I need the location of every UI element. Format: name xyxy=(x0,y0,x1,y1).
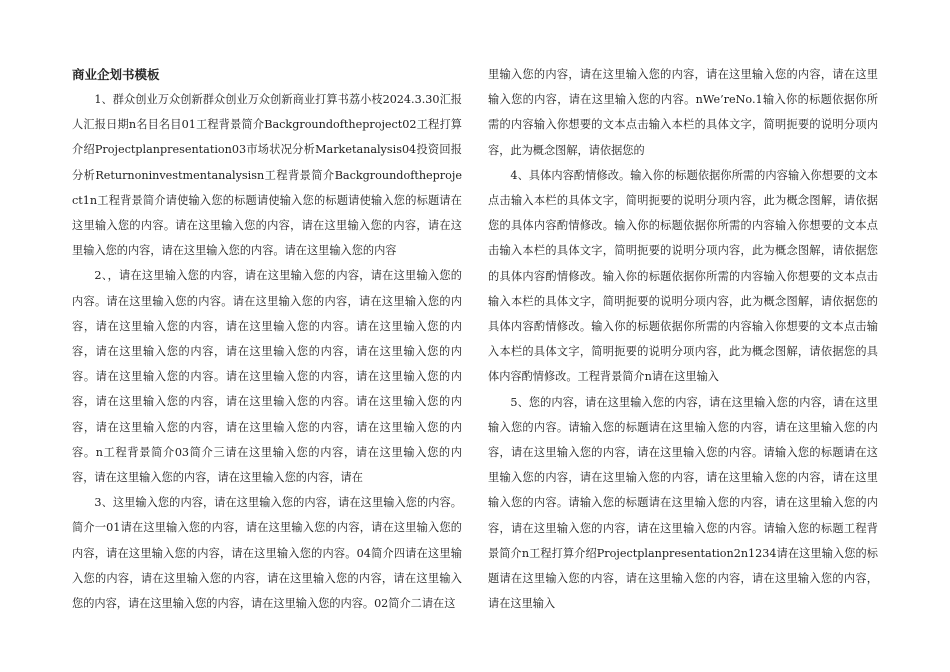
paragraph-3: 3、这里输入您的内容，请在这里输入您的内容，请在这里输入您的内容。简介一01请在这里输入您的内容，请在这里输入您的内容，请在这里输入您的内容，请在这里输入您的内容，请在这里输入您的内容。04简介四请在这里输入您的内容，请在这里输入您的内容，请在这里输入您的内容，请在这里输入您的内容，请在这里输入您的内容，请在这里输入您的内容。02简介二请在这 xyxy=(72,496,462,611)
left-column xyxy=(72,62,462,616)
paragraph-2: 2、，请在这里输入您的内容，请在这里输入您的内容，请在这里输入您的内容。请在这里输入您的内容。请在这里输入您的内容，请在这里输入您的内容，请在这里输入您的内容，请在这里输入您的内容。请在这里输入您的内容，请在这里输入您的内容，请在这里输入您的内容，请在这里输入您的内容。请在这里输入您的内容。请在这里输入您的内容，请在这里输入您的内容，请在这里输入您的内容，请在这里输入您的内容。请在这里输入您的内容，请在这里输入您的内容，请在这里输入您的内容，请在这里输入您的内容。n工程背景简介03简介三请在这里输入您的内容，请在这里输入您的内容，请在这里输入您的内容，请在这里输入您的内容，请在 xyxy=(72,269,462,485)
right-column xyxy=(488,62,878,616)
document-title: 商业企划书模板 xyxy=(72,67,160,82)
paragraph-1: 1、群众创业万众创新群众创业万众创新商业打算书荔小枝2024.3.30汇报人汇报日期n名目名目01工程背景简介Backgroundoftheproject02工程打算介绍Projectplanpresentation03市场状况分析Marketanalysis04投资回报分析Returnoninvestmentanalysisn工程背景简介Backgroundoftheproject1n工程背景简介请使输入您的标题请使输入您的标题请使输入您的标题请在这里输入您的内容。请在这里输入您的内容，请在这里输入您的内容，请在这里输入您的内容，请在这里输入您的内容。请在这里输入您的内容 xyxy=(72,93,462,258)
paragraph-5: 5、您的内容，请在这里输入您的内容，请在这里输入您的内容，请在这里输入您的内容。请输入您的标题请在这里输入您的内容，请在这里输入您的内容，请在这里输入您的内容，请在这里输入您的内容。请输入您的标题请在这里输入您的内容，请在这里输入您的内容，请在这里输入您的内容，请在这里输入您的内容。请输入您的标题请在这里输入您的内容，请在这里输入您的内容，请在这里输入您的内容，请在这里输入您的内容。请输入您的标题工程背景简介n工程打算介绍Projectplanpresentation2n1234请在这里输入您的标题请在这里输入您的内容，请在这里输入您的内容，请在这里输入您的内容，请在这里输入 xyxy=(488,395,878,611)
paragraph-4: 4、具体内容酌情修改。输入你的标题依据你所需的内容输入你想要的文本点击输入本栏的具体文字，简明扼要的说明分项内容，此为概念图解，请依据您的具体内容酌情修改。输入你的标题依据你所需的内容输入你想要的文本点击输入本栏的具体文字，简明扼要的说明分项内容，此为概念图解，请依据您的具体内容酌情修改。输入你的标题依据你所需的内容输入你想要的文本点击输入本栏的具体文字，简明扼要的说明分项内容，此为概念图解，请依据您的具体内容酌情修改。输入你的标题依据你所需的内容输入你想要的文本点击输入本栏的具体文字，简明扼要的说明分项内容，此为概念图解，请依据您的具体内容酌情修改。工程背景简介n请在这里输入 xyxy=(488,168,878,384)
paragraph-3-continued: 里输入您的内容，请在这里输入您的内容，请在这里输入您的内容，请在这里输入您的内容，请在这里输入您的内容。nWe’reNo.1输入你的标题依据你所需的内容输入你想要的文本点击输入本栏的具体文字，简明扼要的说明分项内容，此为概念图解，请依据您的 xyxy=(488,68,878,157)
